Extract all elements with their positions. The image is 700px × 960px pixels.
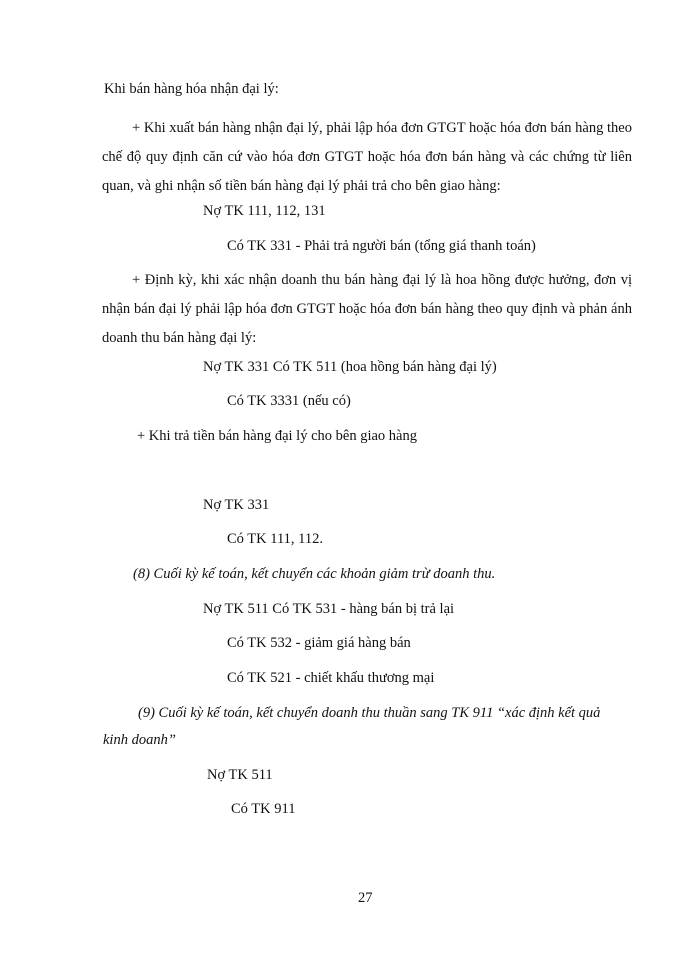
entry-credit-4b: Có TK 521 - chiết khấu thương mại — [227, 670, 435, 686]
entry-debit-1: Nợ TK 111, 112, 131 — [203, 203, 326, 219]
entry-credit-5: Có TK 911 — [231, 801, 296, 817]
paragraph-commission: + Định kỳ, khi xác nhận doanh thu bán hàng đại lý là hoa hồng được hưởng, đơn vị nhận bán đại lý phải lập hóa đơn GTGT hoặc hóa đơn bán hàng theo quy định và phản ánh doanh thu bán hàng đại lý: — [102, 272, 632, 346]
entry-credit-4a: Có TK 532 - giảm giá hàng bán — [227, 635, 411, 651]
heading-step-8: (8) Cuối kỳ kế toán, kết chuyển các khoản giảm trừ doanh thu. — [133, 566, 496, 582]
heading-step-9-line-1: (9) Cuối kỳ kế toán, kết chuyển doanh thu thuần sang TK 911 “xác định kết quả — [138, 705, 601, 721]
heading-step-9-line-2: kinh doanh” — [103, 732, 176, 748]
entry-credit-1: Có TK 331 - Phải trả người bán (tổng giá thanh toán) — [227, 238, 536, 254]
paragraph-payment: + Khi trả tiền bán hàng đại lý cho bên giao hàng — [137, 428, 417, 444]
paragraph-agency-sale: + Khi xuất bán hàng nhận đại lý, phải lập hóa đơn GTGT hoặc hóa đơn bán hàng theo chế độ quy định căn cứ vào hóa đơn GTGT hoặc hóa đơn bán hàng và các chứng từ liên quan, và ghi nhận số tiền bán hàng đại lý phải trả cho bên giao hàng: — [102, 120, 632, 194]
entry-debit-2: Nợ TK 331 Có TK 511 (hoa hồng bán hàng đại lý) — [203, 359, 497, 375]
page-number: 27 — [358, 890, 373, 906]
entry-debit-5: Nợ TK 511 — [207, 767, 273, 783]
entry-debit-4: Nợ TK 511 Có TK 531 - hàng bán bị trả lại — [203, 601, 455, 617]
intro-text: Khi bán hàng hóa nhận đại lý: — [104, 81, 279, 97]
entry-credit-2: Có TK 3331 (nếu có) — [227, 393, 351, 409]
entry-debit-3: Nợ TK 331 — [203, 497, 270, 513]
entry-credit-3: Có TK 111, 112. — [227, 531, 323, 547]
